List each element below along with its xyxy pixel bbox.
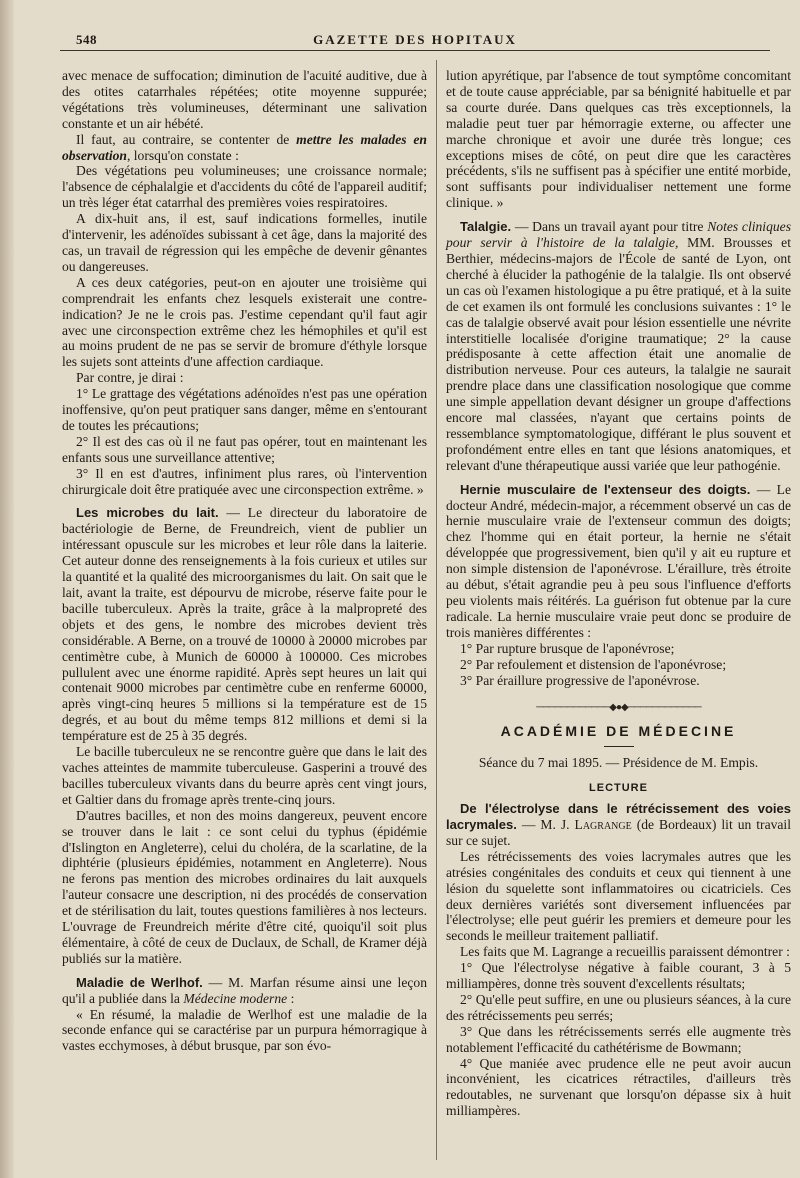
section-title: Les microbes du lait. bbox=[76, 505, 219, 521]
short-rule bbox=[604, 746, 634, 747]
emphasis-text: mettre les malades en observation bbox=[62, 131, 427, 163]
section-body: — Le directeur du laboratoire de bactériologie de Berne, de Freundreich, vient de publier un intéressant opuscule sur les microbes et leur rôle dans la laiterie. Cet auteur donne des renseignements à la fois curieux et utiles sur la quantité et la qualité des microorganismes du lait. On sait que le lait, avant la traite, est dépourvu de microbe, réserve faite pour le bacille tuberculeux. Après la traite, grâce à la malpropreté des objets et des gens, le nombre des microbes devient très considérable. A Berne, on a trouvé de 10000 à 20000 microbes par centimètre cube, à Munich de 60000 à 100000. Ces microbes pullulent avec une énorme rapidité. Après sept heures un lait qui contenait 9000 microbes par centimètre cube en renferme 60000, après vingt-cinq heures 5 millions si la température est de 15 degrés, et au bout du même temps 812 millions et demi si la température est de 25 à 35 degrés. bbox=[62, 505, 427, 744]
paragraph: Des végétations peu volumineuses; une croissance normale; l'absence de céphalalgie et d'accidents du côté de l'appareil auditif; un très léger état catarrhal des premières voies respiratoires. bbox=[62, 163, 427, 211]
list-item: 3° Par éraillure progressive de l'aponévrose. bbox=[460, 672, 700, 688]
text-run: : bbox=[287, 990, 295, 1006]
list-item: 4° Que maniée avec prudence elle ne peut avoir aucun inconvénient, les cicatrices rétractiles, d'ailleurs très redoutables, ne survenant que lorsqu'on dépasse six à huit milliampères. bbox=[446, 1055, 791, 1119]
journal-title: GAZETTE DES HOPITAUX bbox=[313, 32, 517, 47]
paragraph bbox=[62, 132, 427, 164]
paragraph: Les rétrécissements des voies lacrymales autres que les atrésies congénitales des conduits et ceux qui tiennent à une lésion du squelette sont inflammatoires ou cicatriciels. Ces deux dernières variétés sont diversement influencées par l'électrolyse; elle peut guérir les premiers et demeure pour les seconds le meilleur traitement palliatif. bbox=[446, 848, 791, 944]
list-item: 3° Il en est d'autres, infiniment plus rares, où l'intervention chirurgicale doit être pratiquée avec une circonspection extrême. » bbox=[62, 465, 427, 497]
section-electrolyse bbox=[446, 801, 791, 849]
journal-reference: Médecine moderne bbox=[183, 990, 288, 1006]
text-run: , lorsqu'on constate : bbox=[126, 147, 239, 163]
section-body: — Dans un travail ayant pour titre bbox=[511, 219, 708, 235]
paragraph: D'autres bacilles, et non des moins dangereux, peuvent encore se trouver dans le lait : ce sont celui du typhus (épidémie d'Islington en Angleterre), celui du choléra, de la scarlatine, de la diphtérie (plusieurs épidémies, notamment en Angleterre). Nous ne ferons pas mention des microbes ordinaires du lait auxquels l'auteur consacre une description, ni des procédés de conservation et de stérilisation du lait, toutes questions familières à nos lecteurs. L'ouvrage de Freundreich mérite d'être cité, quoiqu'il soit plus élémentaire, à côté de ceux de Duclaux, de Schall, de Kramer déjà publiés sur la matière. bbox=[62, 807, 427, 966]
right-column bbox=[446, 68, 791, 1119]
list-item: 1° Le grattage des végétations adénoïdes n'est pas une opération inoffensive, qu'on peut pratiquer sans danger, même en s'entourant de toutes les précautions; bbox=[62, 386, 427, 433]
section-body: — M. Marfan résume ainsi une leçon qu'il a publiée dans la bbox=[62, 974, 427, 1006]
ornament-divider: ────────────◆●◆──────────── bbox=[536, 702, 701, 714]
section-maladie-werlhof bbox=[62, 975, 427, 1007]
section-body: (de Bordeaux) lit un travail sur ce sujet. bbox=[446, 816, 791, 848]
page-number: 548 bbox=[76, 32, 97, 47]
left-column bbox=[62, 68, 427, 1054]
list-item: 1° Par rupture brusque de l'aponévrose; bbox=[460, 640, 675, 656]
paragraph: avec menace de suffocation; diminution de l'acuité auditive, due à des otites catarrhales répétées; otite moyenne suppurée; végétations très volumineuses, déterminant une salivation constante et un air hébété. bbox=[62, 68, 427, 131]
section-microbes-du-lait bbox=[62, 505, 427, 744]
section-body: , MM. Brousses et Berthier, médecins-majors de l'École de santé de Lyon, ont cherché à élucider la pathogénie de la talalgie. Ils ont observé un cas où l'examen histologique a pu être pratiqué, et à la suite de cet examen ils ont formulé les conclusions suivantes : 1° le cas de talalgie observé avait pour lésion essentielle une névrite interstitielle localisée d'origine traumatique; 2° la cause prédisposante à cette affection était une anomalie de distribution nerveuse. Pour ces auteurs, la talalgie ne saurait prendre place dans une classification nosologique que comme une simple appellation devant désigner un groupe d'affections encore mal classées, n'ayant que certains points de ressemblance symptomatologique, différant le plus souvent et profondément entre elles en tant que lésions anatomiques, et relevant d'une thérapeutique aussi variée que leur pathogénie. bbox=[446, 235, 791, 473]
list-item: 1° Que l'électrolyse négative à faible courant, 3 à 5 milliampères, donne très souvent d'excellents résultats; bbox=[446, 960, 791, 992]
session-line: Séance du 7 mai 1895. — Présidence de M. Empis. bbox=[478, 755, 759, 771]
list-item: 2° Qu'elle peut suffire, en une ou plusieurs séances, à la cure des rétrécissements peu serrés; bbox=[446, 991, 791, 1023]
academy-heading: ACADÉMIE DE MÉDECINE bbox=[500, 723, 737, 740]
paragraph: lution apyrétique, par l'absence de tout symptôme concomitant et de toute cause appréciable, par sa bénignité habituelle et par sa courte durée. Dans quelques cas très exceptionnels, la maladie peut tuer par hémorragie externe, ou affecter une marche chronique et avoir une durée très longue; ces exceptions mises de côté, on peut dire que les caractères précédents, s'ils ne suffisent pas à spécifier une entité morbide, sont suffisants pour individualiser nettement une forme clinique. » bbox=[446, 68, 791, 211]
paragraph: Les faits que M. Lagrange a recueillis paraissent démontrer : bbox=[460, 944, 790, 960]
paragraph: A dix-huit ans, il est, sauf indications formelles, inutile d'intervenir, les adénoïdes subissant à cet âge, dans la majorité des cas, un travail de régression qui les empêche de devenir gênantes ou dangereuses. bbox=[62, 211, 427, 274]
section-title: Talalgie. bbox=[460, 219, 512, 235]
work-title: Notes cliniques pour servir à l'histoire de la talalgie bbox=[446, 219, 792, 251]
list-item: 2° Il est des cas où il ne faut pas opérer, tout en maintenant les enfants sous une surveillance attentive; bbox=[62, 433, 427, 465]
text-run: Il faut, au contraire, se contenter de bbox=[76, 131, 297, 147]
paragraph: Le bacille tuberculeux ne se rencontre guère que dans le lait des vaches atteintes de mammite tuberculeuse. Gasperini a trouvé des bacilles tuberculeux vivants dans du beurre après cent vingt jours, et Galtier dans du fromage après trente-cinq jours. bbox=[62, 744, 427, 807]
author-name: — M. J. Lagrange bbox=[516, 816, 632, 832]
lecture-heading: LECTURE bbox=[589, 782, 648, 795]
paragraph: Par contre, je dirai : bbox=[76, 370, 184, 386]
paragraph: A ces deux catégories, peut-on en ajouter une troisième qui comprendrait les enfants chez lesquels existerait une contre-indication? Je ne le crois pas. J'estime cependant qu'il faut agir avec une circonspection extrême chez les hémophiles et qu'il est au moins prudent de ne pas se servir de bromure d'éthyle lorsque les sujets sont atteints d'une affection cardiaque. bbox=[62, 274, 427, 370]
page-binding-edge bbox=[0, 0, 14, 1178]
section-talalgie bbox=[446, 219, 791, 474]
section-body: — Le docteur André, médecin-major, a récemment observé un cas de hernie musculaire vraie de l'extenseur commun des doigts; chez l'homme qui en était porteur, la hernie ne s'était développée que progressivement, bien qu'il y ait eu rupture et non simple distension de l'aponévrose. L'éraillure, très étroite au début, s'était agrandie peu à peu sous l'influence d'efforts peu violents mais réitérés. La guérison fut obtenue par la cure radicale. La hernie musculaire vraie peut donc se produire de trois manières différentes : bbox=[446, 481, 791, 640]
paragraph: « En résumé, la maladie de Werlhof est une maladie de la seconde enfance qui se caractérise par un purpura hémorragique à vastes ecchymoses, à début brusque, par son évo- bbox=[62, 1006, 427, 1054]
section-title: Maladie de Werlhof. bbox=[76, 974, 203, 990]
list-item: 2° Par refoulement et distension de l'aponévrose; bbox=[460, 656, 727, 672]
page-header bbox=[60, 28, 770, 51]
column-divider bbox=[436, 60, 437, 1160]
section-title: Hernie musculaire de l'extenseur des doigts. bbox=[460, 481, 751, 497]
list-item: 3° Que dans les rétrécissements serrés elle augmente très notablement l'efficacité du cathétérisme de Bowmann; bbox=[446, 1023, 791, 1055]
section-title: De l'électrolyse dans le rétrécissement des voies lacrymales. bbox=[446, 801, 791, 832]
section-hernie-musculaire bbox=[446, 482, 791, 641]
